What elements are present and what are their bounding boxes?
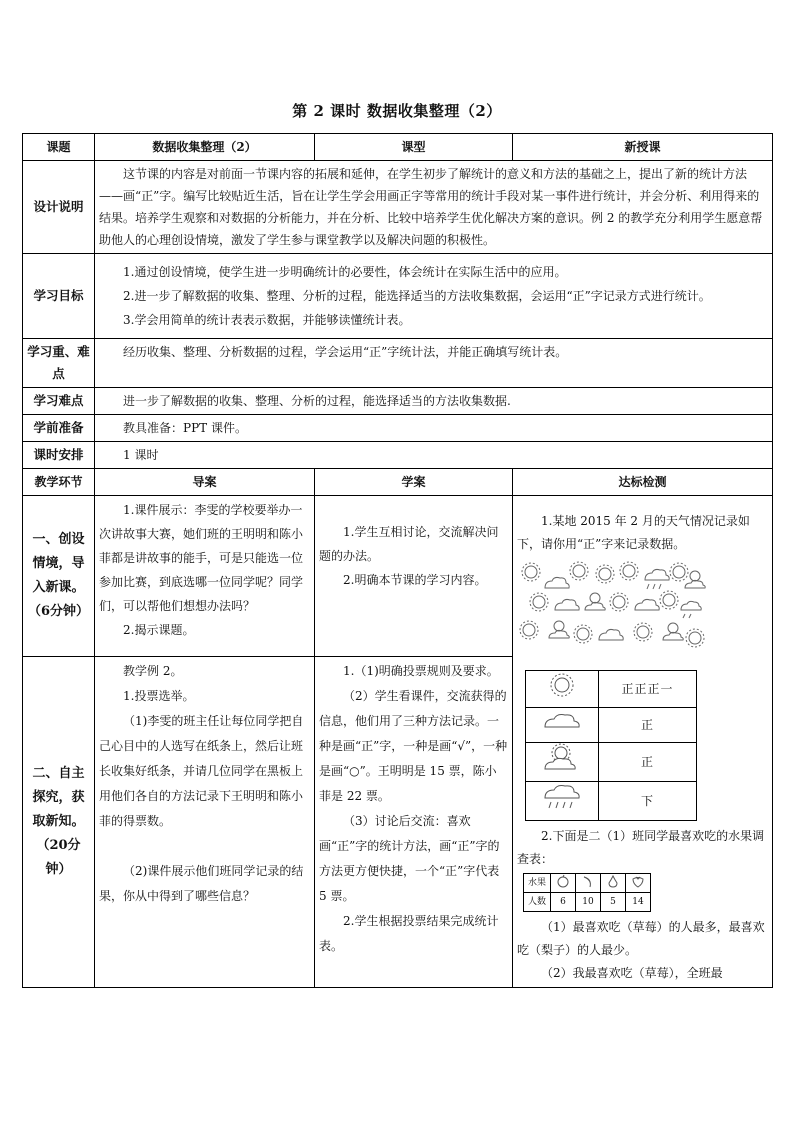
stage-1: 一、创设情境，导入新课。（6分钟）: [23, 496, 95, 657]
fruit-count: 10: [576, 893, 601, 912]
apple-icon: [555, 874, 571, 888]
difficulty-text: 进一步了解数据的收集、整理、分析的过程，能选择适当的方法收集数据.: [123, 394, 511, 408]
fruit-count: 14: [626, 893, 651, 912]
tally-row-rain: [526, 782, 599, 821]
guide-1-item: 2.揭示课题。: [123, 623, 195, 637]
guide-2-spacer: [99, 834, 310, 859]
tally-marks: 正: [599, 743, 697, 782]
tally-marks: 正正正一: [599, 671, 697, 708]
key-points-label: 学习重、难点: [23, 339, 95, 388]
partly-cloudy-icon: [663, 623, 683, 640]
preparation-text: 教具准备：PPT 课件。: [123, 421, 247, 435]
design-text: 这节课的内容是对前面一节课内容的拓展和延伸，在学生初步了解统计的意义和方法的基础之上，提出了新的统计方法——画“正”字。编写比较贴近生活，旨在让学生学会用画正字等常用的统计手段对某一事件进行统计，并会分析、利用得来的结果。培养学生观察和对数据的分析能力，并在分析、比较中培养学生优化解决方案的意识。例 2 的教学充分利用学生愿意帮助他人的心理创设情境，激发了学生参与课堂教学以及解决问题的积极性。: [99, 167, 763, 247]
fruit-row-label: 人数: [524, 893, 551, 912]
check-answer-2: （2）我最喜欢吃（草莓），全班最: [541, 966, 723, 980]
guide-1-item: 1.课件展示：李雯的学校要举办一次讲故事大赛，她们班的王明明和陈小菲都是讲故事的能手，可是只能选一位参加比赛，到底选哪一位同学呢？同学们，可以帮他们想想办法吗？: [99, 503, 304, 613]
rain-icon: [539, 782, 585, 812]
column-study: 学案: [315, 469, 513, 496]
strawberry-icon: [630, 874, 646, 888]
partly-cloudy-icon: [539, 743, 585, 773]
study-2-item: 1.（1)明确投票规则及要求。: [343, 664, 499, 679]
goal-item: 3.学会用简单的统计表表示数据，并能够读懂统计表。: [123, 313, 411, 327]
sun-icon: [574, 625, 592, 643]
fruit-count: 6: [551, 893, 576, 912]
study-2-item: （2）学生看课件，交流获得的信息，他们用了三种方法记录。一种是画“正”字，一种是画“√”，一种是画“○”。王明明是 15 票，陈小菲是 22 票。: [319, 689, 508, 804]
sun-icon: [570, 562, 588, 580]
stage-2: 二、自主探究，获取新知。（20分钟）: [23, 657, 95, 988]
study-2-item: 2.学生根据投票结果完成统计表。: [319, 914, 499, 954]
guide-2-item: （1)李雯的班主任让每位同学把自己心目中的人选写在纸条上，然后让班长收集好纸条，并请几位同学在黑板上用他们各自的方法记录下王明明和陈小菲的得票数。: [99, 714, 304, 829]
tally-marks: 下: [599, 782, 697, 821]
difficulty-label: 学习难点: [23, 388, 95, 415]
pear-icon: [605, 874, 621, 888]
sun-icon: [686, 629, 704, 647]
cloud-icon: [555, 599, 579, 610]
sun-icon: [542, 671, 582, 699]
sun-icon: [620, 562, 638, 580]
fruit-header: 水果: [524, 874, 551, 893]
topic-value: 数据收集整理（2）: [95, 134, 315, 161]
cloud-icon: [635, 599, 659, 610]
goal-item: 2.进一步了解数据的收集、整理、分析的过程，能选择适当的方法收集数据，会运用“正”字记录方式进行统计。: [123, 289, 711, 303]
study-1-item: 2.明确本节课的学习内容。: [343, 573, 487, 587]
sun-icon: [660, 591, 678, 609]
check-answer-1: （1）最喜欢吃（草莓）的人最多，最喜欢吃（梨子）的人最少。: [517, 920, 765, 957]
fruit-count: 5: [601, 893, 626, 912]
partly-cloudy-icon: [585, 593, 605, 610]
goal-item: 1.通过创设情境，使学生进一步明确统计的必要性，体会统计在实际生活中的应用。: [123, 265, 567, 279]
guide-2-item: 教学例 2。: [123, 664, 183, 679]
type-value: 新授课: [513, 134, 773, 161]
design-label: 设计说明: [23, 161, 95, 254]
topic-label: 课题: [23, 134, 95, 161]
banana-icon: [580, 874, 596, 888]
study-1-item: 1.学生互相讨论，交流解决问题的办法。: [319, 525, 499, 563]
guide-2-item: （2)课件展示他们班同学记录的结果，你从中得到了哪些信息？: [99, 864, 304, 904]
sun-icon: [670, 563, 688, 581]
sun-icon: [520, 621, 538, 639]
fruit-table: [523, 873, 651, 912]
column-check: 达标检测: [513, 469, 773, 496]
preparation-label: 学前准备: [23, 415, 95, 442]
cloud-icon: [545, 577, 569, 588]
type-label: 课型: [315, 134, 513, 161]
tally-row-partly-cloudy: [526, 743, 599, 782]
rain-icon: [645, 569, 669, 589]
schedule-text: 1 课时: [123, 448, 159, 462]
sun-icon: [610, 593, 628, 611]
tally-table: [525, 670, 697, 821]
tally-row-sun: [526, 671, 599, 708]
sun-icon: [596, 565, 614, 583]
goals-label: 学习目标: [23, 254, 95, 339]
sun-icon: [530, 593, 548, 611]
page-title: 第 2 课时 数据收集整理（2）: [292, 102, 502, 120]
weather-record-image: [517, 560, 707, 652]
tally-row-cloud: [526, 708, 599, 743]
key-points-text: 经历收集、整理、分析数据的过程，学会运用“正”字统计法，并能正确填写统计表。: [123, 345, 568, 359]
check-question-2: 2.下面是二（1）班同学最喜欢吃的水果调查表：: [517, 829, 765, 866]
schedule-label: 课时安排: [23, 442, 95, 469]
column-guide: 导案: [95, 469, 315, 496]
cloud-icon: [599, 629, 623, 640]
cloud-icon: [539, 709, 585, 733]
tally-marks: 正: [599, 708, 697, 743]
sun-icon: [634, 623, 652, 641]
partly-cloudy-icon: [549, 621, 569, 638]
check-question-1: 1.某地 2015 年 2 月的天气情况记录如下，请你用“正”字来记录数据。: [517, 514, 750, 551]
column-stage: 教学环节: [23, 469, 95, 496]
study-2-item: （3）讨论后交流：喜欢画“正”字的统计方法，画“正”字的方法更方便快捷，一个“正”字代表 5 票。: [319, 814, 500, 904]
lesson-plan-table: [22, 133, 773, 988]
guide-2-item: 1.投票选举。: [123, 689, 195, 704]
rain-icon: [681, 601, 701, 618]
sun-icon: [522, 563, 540, 581]
